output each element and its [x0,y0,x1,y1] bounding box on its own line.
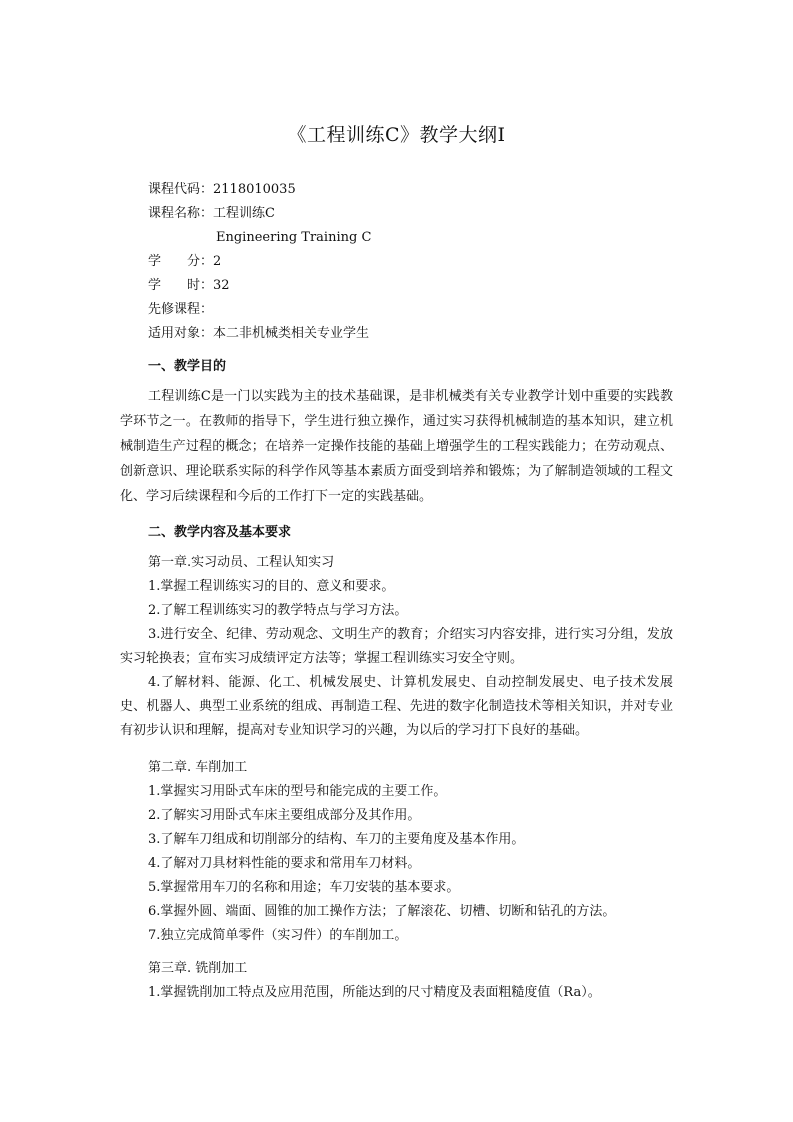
course-name-en: Engineering Training C [216,230,372,245]
chapter-1 [120,551,673,743]
list-item: 7.独立完成简单零件（实习件）的车削加工。 [148,928,408,943]
chapter-1-title: 第一章.实习动员、工程认知实习 [148,555,335,570]
list-item: 2.了解实习用卧式车床主要组成部分及其作用。 [148,808,421,823]
section-heading-content: 二、教学内容及基本要求 [148,525,292,540]
hours-value: 32 [213,278,230,293]
objectives-paragraph: 工程训练C是一门以实践为主的技术基础课，是非机械类有关专业教学计划中重要的实践教学环节之一。在教师的指导下，学生进行独立操作，通过实习获得机械制造的基本知识，建立机械制造生产过程的概念；在培养一定操作技能的基础上增强学生的工程实践能力；在劳动观点、创新意识、理论联系实际的科学作风等基本素质方面受到培养和锻炼；为了解制造领域的工程文化、学习后续课程和今后的工作打下一定的实践基础。 [120,389,673,504]
course-code-label: 课程代码： [148,182,214,197]
course-code-value: 2118010035 [213,182,296,197]
list-item: 3.进行安全、纪律、劳动观念、文明生产的教育；介绍实习内容安排，进行实习分组，发放实习轮换表；宣布实习成绩评定方法等；掌握工程训练实习安全守则。 [120,627,673,666]
list-item: 2.了解工程训练实习的教学特点与学习方法。 [148,603,408,618]
course-code-row [148,178,668,202]
course-name-row [148,202,668,226]
list-item: 6.掌握外圆、端面、圆锥的加工操作方法；了解滚花、切槽、切断和钻孔的方法。 [148,904,616,919]
hours-label: 学 时： [148,278,214,293]
target-label: 适用对象： [148,326,214,341]
chapter-2 [120,756,673,948]
chapter-3 [120,957,673,1005]
credit-label: 学 分： [148,254,214,269]
list-item: 4.了解材料、能源、化工、机械发展史、计算机发展史、自动控制发展史、电子技术发展史、机器人、典型工业系统的组成、再制造工程、先进的数字化制造技术等相关知识，并对专业有初步认识和理解，提高对专业知识学习的兴趣，为以后的学习打下良好的基础。 [120,675,673,738]
credit-value: 2 [213,254,222,269]
list-item: 1.掌握工程训练实习的目的、意义和要求。 [148,579,395,594]
list-item: 5.掌握常用车刀的名称和用途；车刀安装的基本要求。 [148,880,460,895]
hours-row [148,274,668,298]
target-row [148,322,668,346]
list-item: 1.掌握实习用卧式车床的型号和能完成的主要工作。 [148,784,447,799]
list-item: 3.了解车刀组成和切削部分的结构、车刀的主要角度及基本作用。 [148,832,525,847]
course-name-value: 工程训练C [213,206,275,221]
course-info [148,178,668,346]
section-heading-objectives: 一、教学目的 [148,359,227,374]
list-item: 1.掌握铣削加工特点及应用范围，所能达到的尺寸精度及表面粗糙度值（Ra）。 [148,985,601,1000]
target-value: 本二非机械类相关专业学生 [213,326,370,341]
chapter-2-title: 第二章. 车削加工 [148,760,248,775]
chapter-3-title: 第三章. 铣削加工 [148,961,248,976]
prerequisite-label: 先修课程： [148,302,214,317]
credit-row [148,250,668,274]
prerequisite-row [148,298,668,322]
page-title: 《工程训练C》教学大纲Ⅰ [287,124,506,146]
course-name-label: 课程名称： [148,206,214,221]
list-item: 4.了解对刀具材料性能的要求和常用车刀材料。 [148,856,421,871]
course-name-en-row [148,226,668,250]
